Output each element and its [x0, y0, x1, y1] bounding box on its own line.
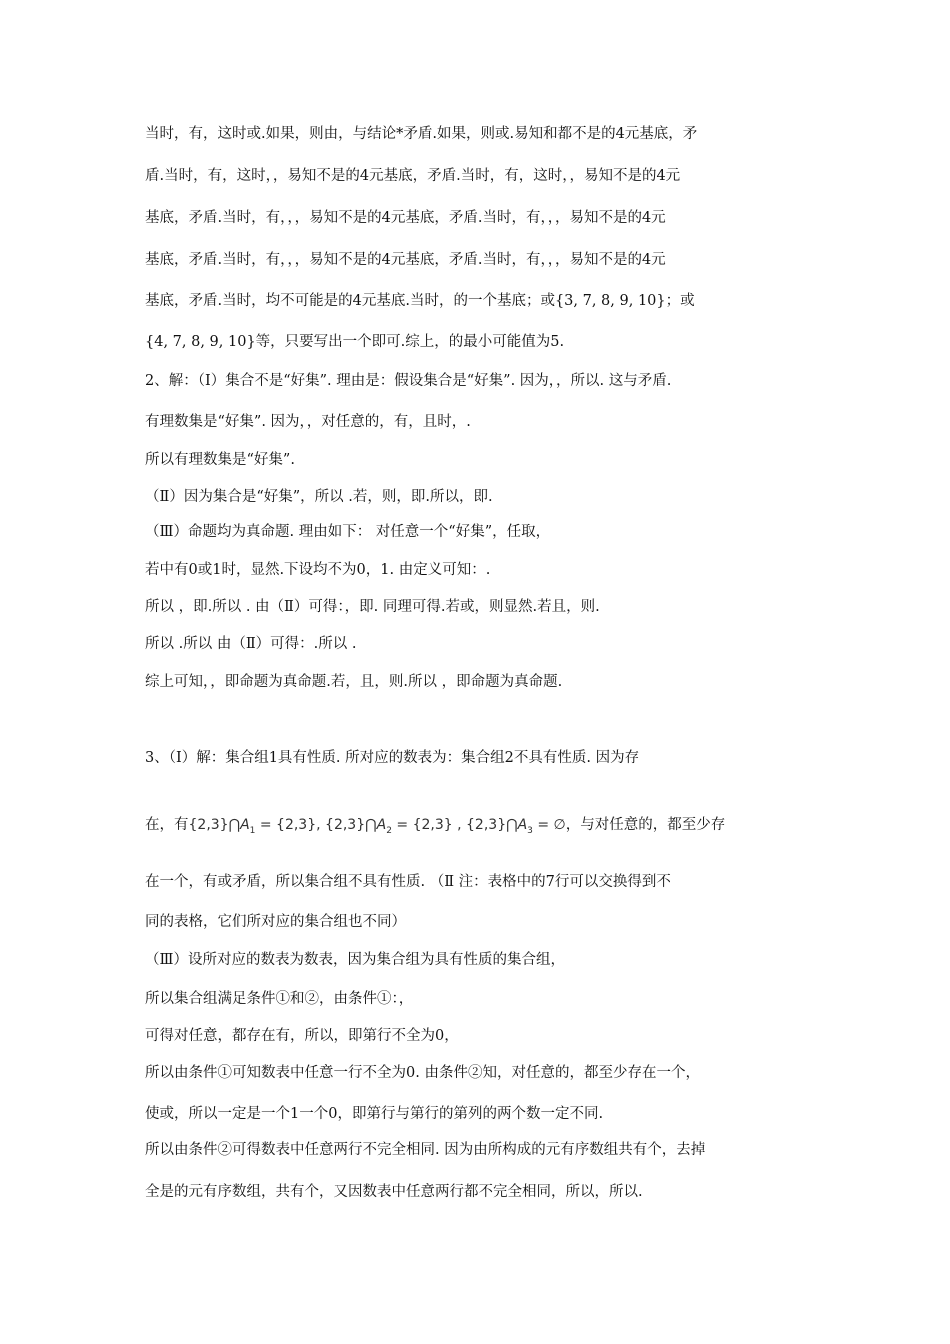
text-line: （Ⅲ）命题均为真命题. 理由如下： 对任意一个“好集”，任取， — [145, 524, 551, 540]
text-line: 同的表格，它们所对应的集合组也不同） — [145, 914, 406, 930]
text-line: 所以集合组满足条件①和②，由条件①：， — [145, 991, 414, 1007]
text-line: 基底，矛盾.当时，有，，，易知不是的4元基底，矛盾.当时，有，，，易知不是的4元 — [145, 252, 666, 268]
text-fragment: ，与对任意的，都至少存 — [565, 817, 726, 833]
text-line: 所以 .所以 由（Ⅱ）可得：.所以 . — [145, 636, 357, 652]
text-line: 基底，矛盾.当时，有，，，易知不是的4元基底，矛盾.当时，有，，，易知不是的4元 — [145, 210, 666, 226]
text-line: 2、解：（Ⅰ）集合不是“好集”. 理由是：假设集合是“好集”. 因为，，所以. 这与矛盾. — [145, 373, 672, 389]
text-line: 若中有0或1时，显然.下设均不为0，1. 由定义可知：. — [145, 562, 491, 578]
text-line: 基底，矛盾.当时，均不可能是的4元基底.当时，的一个基底；或{3, 7, 8, 9, 10}；或 — [145, 293, 695, 309]
set-intersection-formula: $\{2,3\}⋂A_1 = \{2,3\}$, $\{2,3\}⋂A_2 = \{2,3\}$ , $\{2,3\}⋂A_3$ = ∅ — [188, 817, 566, 836]
text-line: （Ⅱ）因为集合是“好集”，所以 .若，则，即.所以，即. — [145, 489, 493, 505]
text-line: 盾.当时，有，这时，，易知不是的4元基底，矛盾.当时，有，这时，，易知不是的4元 — [145, 168, 681, 184]
text-line: 所以 ，即.所以 . 由（Ⅱ）可得：，即. 同理可得.若或，则显然.若且，则. — [145, 599, 600, 615]
text-line: 所以有理数集是“好集”. — [145, 452, 295, 468]
text-line: 所以由条件①可知数表中任意一行不全为0. 由条件②知，对任意的，都至少存在一个， — [145, 1065, 700, 1081]
text-line: 所以由条件②可得数表中任意两行不完全相同. 因为由所构成的元有序数组共有个，去掉 — [145, 1142, 706, 1158]
text-line: 在一个，有或矛盾，所以集合组不具有性质. （Ⅱ 注：表格中的7行可以交换得到不 — [145, 874, 671, 890]
text-line: 当时，有，这时或.如果，则由，与结论*矛盾.如果，则或.易知和都不是的4元基底，矛 — [145, 126, 698, 142]
text-fragment: 在，有 — [145, 817, 189, 833]
text-line: （Ⅲ）设所对应的数表为数表，因为集合组为具有性质的集合组， — [145, 952, 565, 968]
text-line: {4, 7, 8, 9, 10}等，只要写出一个即可.综上，的最小可能值为5. — [145, 334, 565, 350]
text-line: 3、（Ⅰ）解：集合组1具有性质. 所对应的数表为：集合组2不具有性质. 因为存 — [145, 750, 640, 766]
formula-line — [145, 815, 725, 841]
text-line: 综上可知，，即命题为真命题.若，且，则.所以 ，即命题为真命题. — [145, 674, 563, 690]
text-line: 可得对任意，都存在有，所以，即第行不全为0， — [145, 1028, 459, 1044]
text-line: 使或，所以一定是一个1一个0，即第行与第行的第列的两个数一定不同. — [145, 1106, 604, 1122]
text-line: 有理数集是“好集”. 因为，，对任意的，有，且时，. — [145, 414, 471, 430]
text-line: 全是的元有序数组，共有个，又因数表中任意两行都不完全相同，所以，所以. — [145, 1184, 643, 1200]
